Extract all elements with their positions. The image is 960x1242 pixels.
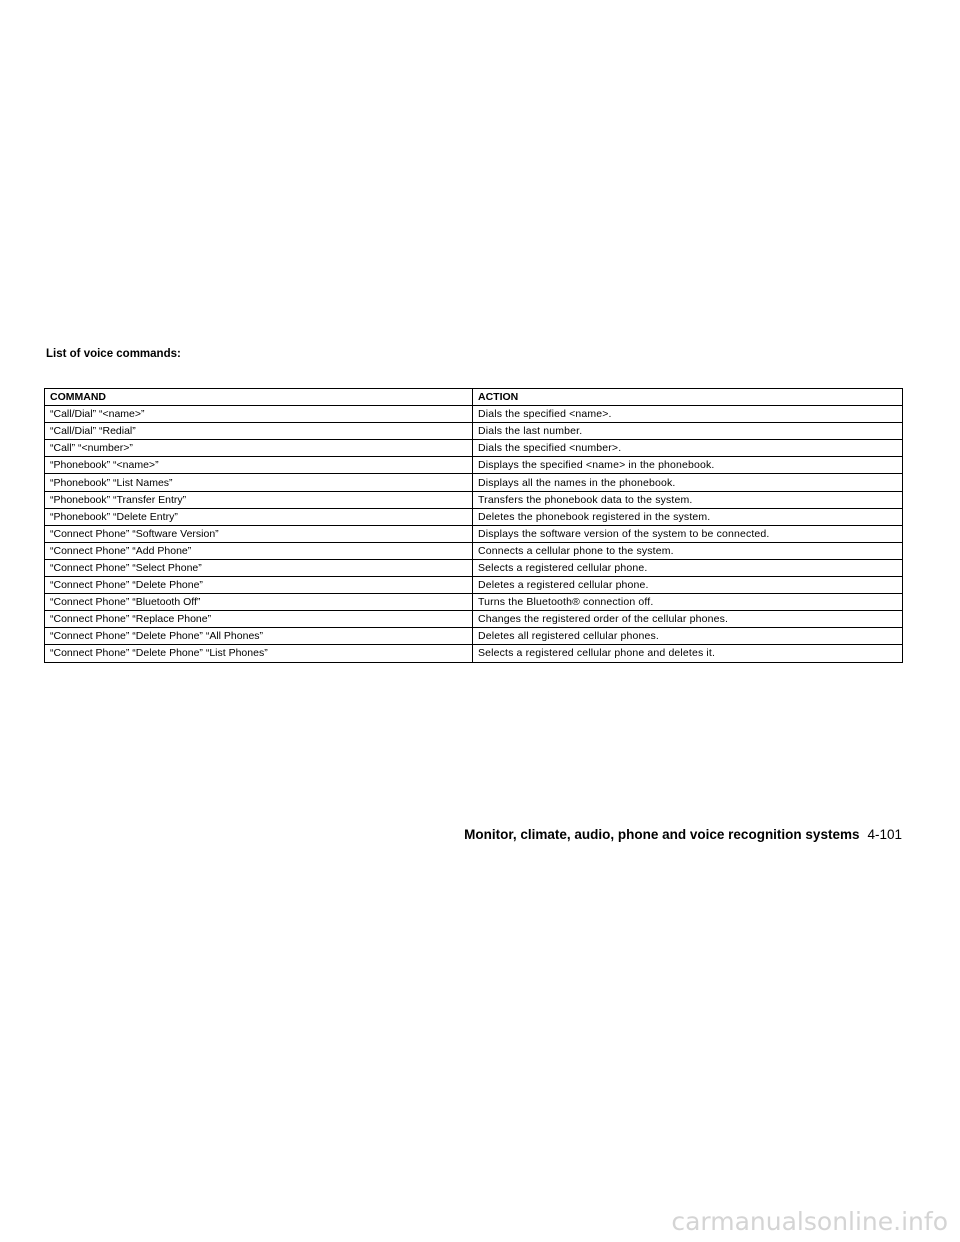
table-row [45,491,903,508]
command-cell: “Call” “<number>” [45,440,473,457]
action-cell: Connects a cellular phone to the system. [473,542,903,559]
command-cell: “Connect Phone” “Delete Phone” “All Phones” [45,628,473,645]
action-cell: Displays all the names in the phonebook. [473,474,903,491]
page-footer [464,827,902,842]
action-cell: Deletes all registered cellular phones. [473,628,903,645]
command-cell: “Phonebook” “Transfer Entry” [45,491,473,508]
action-cell: Deletes the phonebook registered in the system. [473,508,903,525]
action-cell: Turns the Bluetooth® connection off. [473,594,903,611]
command-cell: “Call/Dial” “Redial” [45,423,473,440]
section-title: List of voice commands: [46,348,181,360]
action-cell: Changes the registered order of the cellular phones. [473,611,903,628]
table-row [45,406,903,423]
table-row [45,628,903,645]
command-cell: “Connect Phone” “Delete Phone” [45,577,473,594]
command-cell: “Connect Phone” “Replace Phone” [45,611,473,628]
action-cell: Dials the specified <name>. [473,406,903,423]
table-row [45,542,903,559]
voice-commands-table [44,388,903,663]
table-row [45,645,903,662]
command-column-header: COMMAND [45,389,473,406]
table-row [45,423,903,440]
command-cell: “Connect Phone” “Delete Phone” “List Phones” [45,645,473,662]
action-cell: Displays the software version of the system to be connected. [473,525,903,542]
footer-section-title: Monitor, climate, audio, phone and voice recognition systems [464,827,860,842]
command-cell: “Connect Phone” “Software Version” [45,525,473,542]
table-row [45,611,903,628]
table-row [45,594,903,611]
watermark: carmanualsonline.info [671,1207,948,1236]
action-cell: Selects a registered cellular phone. [473,559,903,576]
table-header-row [45,389,903,406]
command-cell: “Call/Dial” “<name>” [45,406,473,423]
action-cell: Dials the last number. [473,423,903,440]
table-row [45,525,903,542]
table-row [45,457,903,474]
table-row [45,559,903,576]
table-row [45,474,903,491]
command-cell: “Connect Phone” “Bluetooth Off” [45,594,473,611]
command-cell: “Phonebook” “<name>” [45,457,473,474]
command-cell: “Connect Phone” “Select Phone” [45,559,473,576]
command-cell: “Phonebook” “List Names” [45,474,473,491]
action-cell: Transfers the phonebook data to the system. [473,491,903,508]
command-cell: “Connect Phone” “Add Phone” [45,542,473,559]
action-cell: Displays the specified <name> in the phonebook. [473,457,903,474]
table-row [45,440,903,457]
action-cell: Selects a registered cellular phone and deletes it. [473,645,903,662]
action-cell: Deletes a registered cellular phone. [473,577,903,594]
command-cell: “Phonebook” “Delete Entry” [45,508,473,525]
table-row [45,577,903,594]
action-column-header: ACTION [473,389,903,406]
table-row [45,508,903,525]
page-number: 4-101 [867,827,902,842]
action-cell: Dials the specified <number>. [473,440,903,457]
